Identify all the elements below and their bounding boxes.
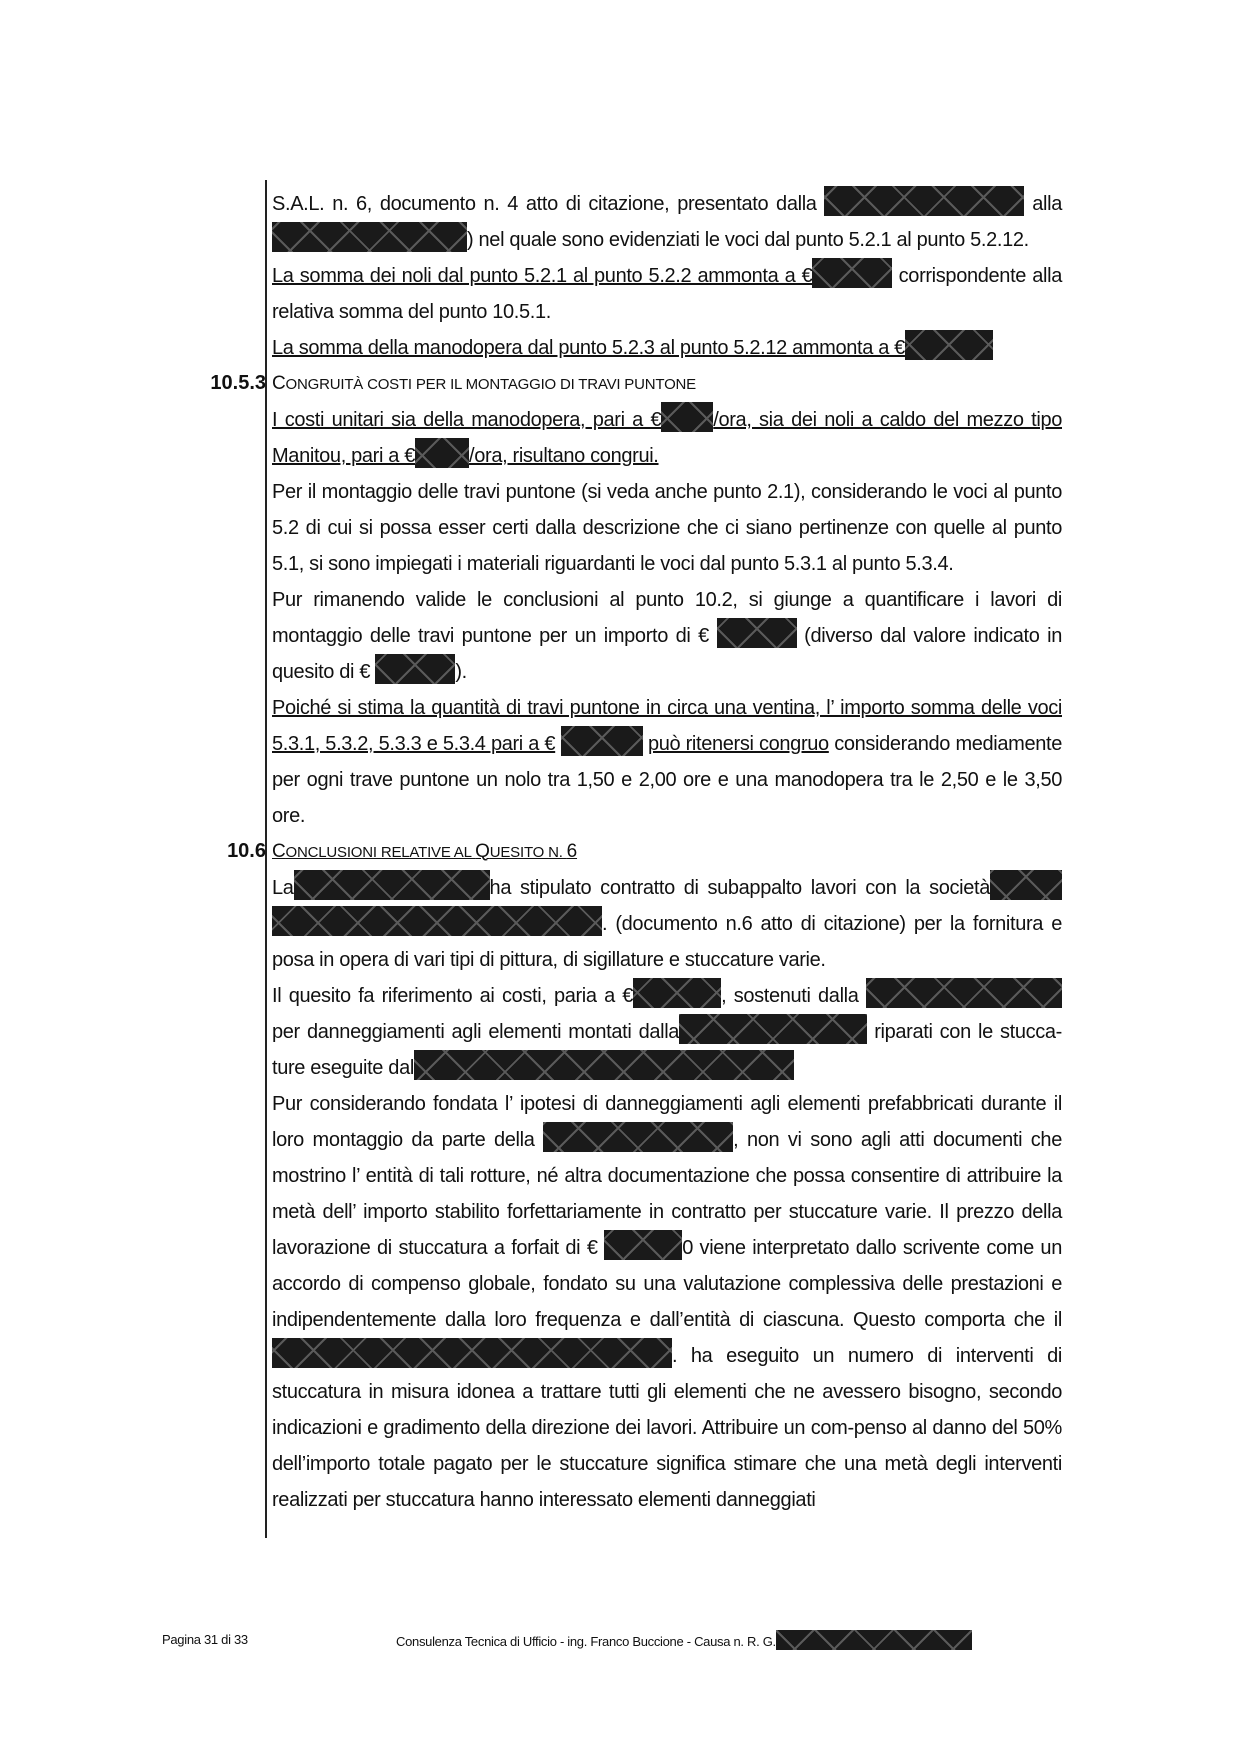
text: per danneggiamenti agli elementi montati dalla <box>272 1021 680 1043</box>
text: ha stipulato contratto di subappalto lavori con la società <box>489 877 990 899</box>
text: /ora, risultano congrui. <box>469 445 659 467</box>
redaction-block <box>633 978 721 1008</box>
redaction-block <box>272 906 602 936</box>
redaction-block <box>294 870 490 900</box>
section-heading <box>272 834 1062 870</box>
text: ) nel quale sono evidenziati le voci dal punto 5.2.1 al punto 5.2.12. <box>467 229 1029 251</box>
text: La <box>272 877 294 899</box>
redaction-block <box>866 978 1062 1008</box>
redaction-block <box>415 438 469 468</box>
text: corrispondente alla relativa somma del punto 10.5.1. <box>272 265 1062 323</box>
section-number: 10.6 <box>227 840 266 862</box>
paragraph-costi-unitari <box>272 402 1062 474</box>
redaction-block <box>990 870 1062 900</box>
section-10-6 <box>227 834 1062 1518</box>
text: 0 viene interpretato dallo scrivente come un accordo di compenso globale, fondato su una valutazione complessiva delle prestazioni e indipendentemente dalla loro frequenza e dall’entità di ciascuna. Questo comporta che il <box>272 1237 1062 1331</box>
text: ). <box>455 661 467 683</box>
paragraph-sal <box>272 186 1062 258</box>
text: La somma della manodopera dal punto 5.2.3 al punto 5.2.12 ammonta a € <box>272 337 905 359</box>
text: . (documento n.6 atto di citazione) per la fornitura e posa in opera di vari tipi di pittura, di sigillature e stuccature varie. <box>272 913 1062 971</box>
text: , non vi sono agli atti documenti che mostrino l’ entità di tali rotture, né altra documentazione che possa consentire di attribuire la metà dell’ importo stabilito forfettariamente in contratto per stuccature varie. Il prezzo della lavorazione di stuccatura a forfait di € <box>272 1129 1062 1259</box>
text: può ritenersi congruo <box>647 733 829 755</box>
redaction-block <box>543 1122 733 1152</box>
redaction-block <box>824 186 1024 216</box>
text: . ha eseguito un numero di interventi di stuccatura in misura idonea a trattare tutti gli elementi che ne avessero bisogno, secondo indicazioni e gradimento della direzione dei lavori. Attribuire un com-penso al danno del 50% dell’importo totale pagato per le stuccature significa stimare che una metà degli interventi realizzati per stuccatura hanno interessato elementi danneggiati <box>272 1345 1062 1511</box>
redaction-block <box>414 1050 794 1080</box>
heading-rest: ONCLUSIONI RELATIVE AL <box>285 844 476 861</box>
paragraph-manodopera <box>272 330 1062 366</box>
text: riparati con le stucca-ture eseguite dal <box>272 1021 1062 1079</box>
heading-cap: Q <box>475 841 490 862</box>
footer-title-text: Consulenza Tecnica di Ufficio - ing. Franco Buccione - Causa n. R. G. <box>396 1634 776 1649</box>
text: (diverso dal valore indicato in quesito di € <box>272 625 1062 683</box>
paragraph-subappalto <box>272 870 1062 978</box>
redaction-block <box>661 402 713 432</box>
paragraph-noli <box>272 258 1062 330</box>
footer-page-number: Pagina 31 di 33 <box>162 1632 248 1647</box>
text: /ora, sia dei noli a caldo del mezzo tipo Manitou, pari a € <box>272 409 1062 467</box>
redaction-block <box>272 1338 672 1368</box>
redaction-block <box>375 654 455 684</box>
paragraph-conclusioni <box>272 582 1062 690</box>
text: alla <box>1032 193 1062 215</box>
paragraph-stima <box>272 690 1062 834</box>
section-heading <box>272 366 1062 402</box>
text: considerando mediamente per ogni trave puntone un nolo tra 1,50 e 2,00 ore e una manodopera tra le 2,50 e le 3,50 ore. <box>272 733 1063 827</box>
heading-rest: ONGRUITÀ COSTI PER IL MONTAGGIO DI TRAVI PUNTONE <box>285 376 696 393</box>
paragraph-quesito <box>272 978 1062 1086</box>
paragraph-ipotesi <box>272 1086 1062 1518</box>
text: Poiché si stima la quantità di travi puntone in circa una ventina, l’ importo somma delle voci 5.3.1, 5.3.2, 5.3.3 e 5.3.4 pari a € <box>272 697 1062 755</box>
redaction-block <box>905 330 993 360</box>
text: La somma dei noli dal punto 5.2.1 al punto 5.2.2 ammonta a € <box>272 265 813 287</box>
redaction-block <box>679 1014 867 1044</box>
redaction-block <box>272 222 467 252</box>
text: Pur rimanendo valide le conclusioni al punto 10.2, si giunge a quantificare i lavori di montaggio delle travi puntone per un importo di € <box>272 589 1062 647</box>
section-10-5-3 <box>210 366 1063 834</box>
heading-cap: C <box>272 841 286 862</box>
text: Il quesito fa riferimento ai costi, paria a € <box>272 985 634 1007</box>
body-content <box>210 186 1063 1518</box>
redaction-block <box>561 726 643 756</box>
redaction-block <box>776 1630 972 1650</box>
section-number: 10.5.3 <box>210 372 266 394</box>
redaction-block <box>604 1230 682 1260</box>
text: S.A.L. n. 6, documento n. 4 atto di citazione, presentato dalla <box>272 193 817 215</box>
heading-cap: C <box>272 373 286 394</box>
text: Pur considerando fondata l’ ipotesi di danneggiamenti agli elementi prefabbricati durante il loro montaggio da parte della <box>272 1093 1062 1151</box>
text: I costi unitari sia della manodopera, pari a € <box>272 409 662 431</box>
redaction-block <box>717 618 797 648</box>
text: , sostenuti dalla <box>721 985 859 1007</box>
heading-rest: UESITO N. <box>489 844 567 861</box>
redaction-block <box>812 258 892 288</box>
paragraph-montaggio: Per il montaggio delle travi puntone (si veda anche punto 2.1), considerando le voci al punto 5.2 di cui si possa esser certi dalla descrizione che ci siano pertinenze con quelle al punto 5.1, si sono impiegati i materiali riguardanti le voci dal punto 5.3.1 al punto 5.3.4. <box>272 481 1062 575</box>
heading-cap: 6 <box>566 841 578 862</box>
footer-title <box>396 1630 972 1652</box>
